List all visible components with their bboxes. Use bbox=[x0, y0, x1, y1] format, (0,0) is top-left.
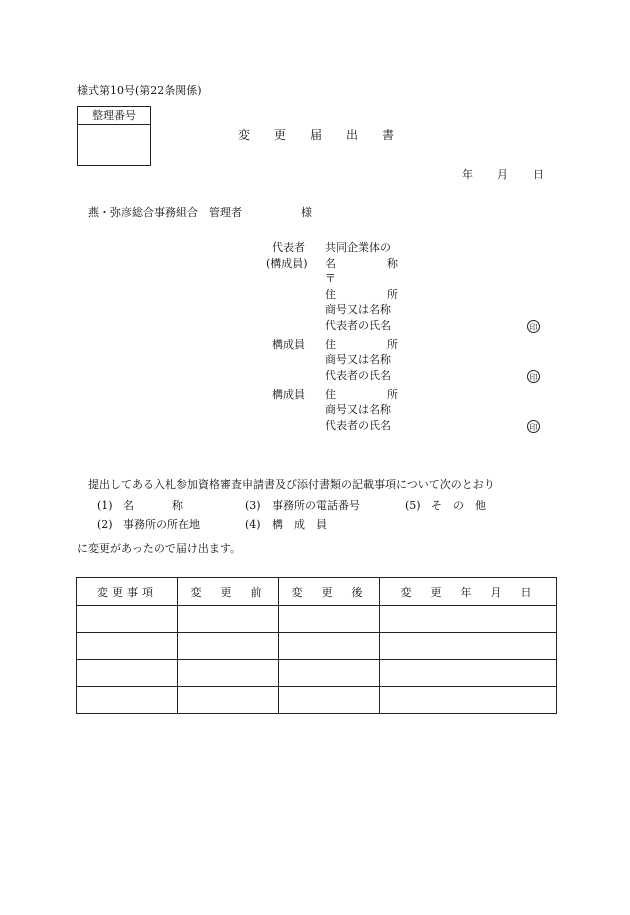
item-number: (4) bbox=[245, 518, 261, 531]
form-number-label: 様式第10号(第22条関係) bbox=[77, 84, 202, 97]
date-day-label: 日 bbox=[533, 168, 544, 181]
representative-role-sub: (構成員) bbox=[266, 257, 308, 270]
table-row bbox=[77, 660, 557, 687]
member-address-label-b: 所 bbox=[387, 388, 398, 401]
address-label-b: 所 bbox=[387, 288, 398, 301]
item-label: 事務所の電話番号 bbox=[272, 499, 360, 512]
table-cell[interactable] bbox=[380, 660, 557, 687]
seal-icon: 印 bbox=[527, 420, 540, 433]
column-header: 変 更 前 bbox=[178, 578, 279, 606]
table-cell[interactable] bbox=[178, 633, 279, 660]
member-rep-name-label: 代表者の氏名 bbox=[325, 369, 391, 382]
item-label-b: 称 bbox=[172, 499, 183, 512]
table-cell[interactable] bbox=[178, 687, 279, 714]
member-role: 構成員 bbox=[272, 338, 305, 351]
date-month-label: 月 bbox=[497, 168, 508, 181]
table-cell[interactable] bbox=[380, 633, 557, 660]
table-cell[interactable] bbox=[279, 660, 380, 687]
table-cell[interactable] bbox=[77, 633, 178, 660]
table-cell[interactable] bbox=[77, 606, 178, 633]
table-row bbox=[77, 606, 557, 633]
member-role: 構成員 bbox=[272, 388, 305, 401]
table-cell[interactable] bbox=[77, 687, 178, 714]
reference-number-label: 整理番号 bbox=[78, 107, 150, 125]
column-header: 変 更 年 月 日 bbox=[380, 578, 557, 606]
seal-icon: 印 bbox=[527, 370, 540, 383]
document-title: 変 更 届 出 書 bbox=[238, 128, 395, 142]
jv-name-label: 共同企業体の bbox=[325, 241, 391, 254]
table-cell[interactable] bbox=[178, 606, 279, 633]
closing-text: に変更があったので届け出ます。 bbox=[77, 542, 242, 555]
table-cell[interactable] bbox=[279, 633, 380, 660]
changes-table bbox=[76, 577, 557, 714]
name-label-a: 名 bbox=[325, 257, 336, 270]
item-number: (3) bbox=[245, 499, 261, 512]
table-cell[interactable] bbox=[380, 606, 557, 633]
reference-number-box[interactable] bbox=[77, 106, 151, 166]
table-cell[interactable] bbox=[279, 606, 380, 633]
table-cell[interactable] bbox=[279, 687, 380, 714]
column-header: 変更事項 bbox=[77, 578, 178, 606]
table-cell[interactable] bbox=[178, 660, 279, 687]
item-label: 事務所の所在地 bbox=[123, 518, 200, 531]
member-trade-name-label: 商号又は名称 bbox=[325, 403, 391, 416]
table-row bbox=[77, 687, 557, 714]
member-address-label-b: 所 bbox=[387, 338, 398, 351]
intro-text: 提出してある入札参加資格審査申請書及び添付書類の記載事項について次のとおり bbox=[88, 478, 495, 491]
item-number: (1) bbox=[97, 499, 113, 512]
addressee: 燕・弥彦総合事務組合 管理者 bbox=[88, 206, 242, 219]
member-address-label-a: 住 bbox=[325, 388, 336, 401]
table-cell[interactable] bbox=[77, 660, 178, 687]
item-number: (5) bbox=[405, 499, 421, 512]
item-label-a: 名 bbox=[123, 499, 134, 512]
item-number: (2) bbox=[97, 518, 113, 531]
seal-icon: 印 bbox=[527, 320, 540, 333]
member-rep-name-label: 代表者の氏名 bbox=[325, 419, 391, 432]
representative-role: 代表者 bbox=[272, 241, 305, 254]
trade-name-label: 商号又は名称 bbox=[325, 303, 391, 316]
member-trade-name-label: 商号又は名称 bbox=[325, 353, 391, 366]
name-label-b: 称 bbox=[387, 257, 398, 270]
table-row bbox=[77, 633, 557, 660]
item-label: 構 成 員 bbox=[272, 518, 327, 531]
rep-name-label: 代表者の氏名 bbox=[325, 319, 391, 332]
table-header-row bbox=[77, 578, 557, 606]
address-label-a: 住 bbox=[325, 288, 336, 301]
table-cell[interactable] bbox=[380, 687, 557, 714]
postal-mark: 〒 bbox=[325, 272, 336, 285]
member-address-label-a: 住 bbox=[325, 338, 336, 351]
column-header: 変 更 後 bbox=[279, 578, 380, 606]
item-label: そ の 他 bbox=[431, 499, 486, 512]
date-year-label: 年 bbox=[462, 168, 473, 181]
honorific: 様 bbox=[301, 206, 312, 219]
